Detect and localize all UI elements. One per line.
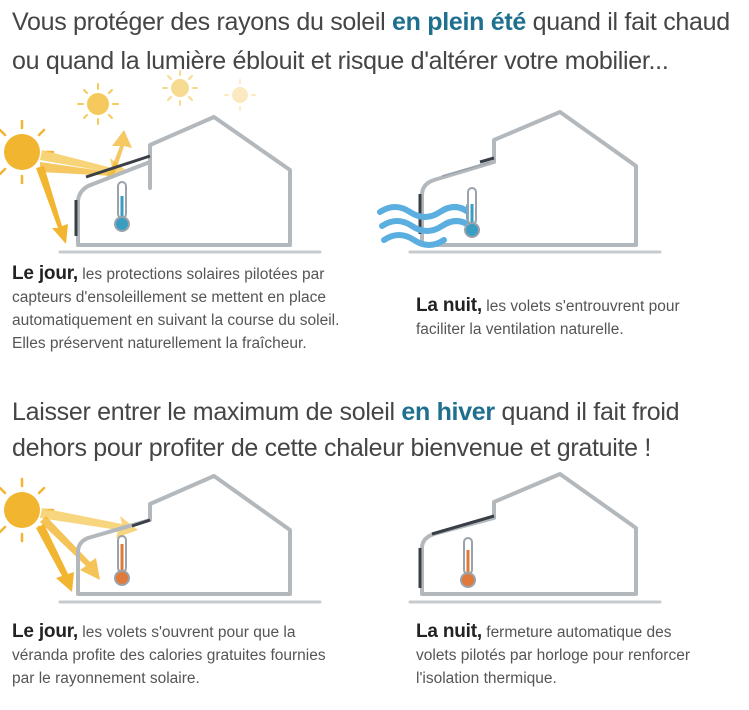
caption-title: La nuit,: [416, 621, 482, 642]
caption-line: Elles préservent naturellement la fraîcheur.: [12, 335, 307, 352]
summer-day-caption: [12, 262, 339, 355]
winter-night-illustration: [370, 462, 700, 612]
thermometer-icon: [115, 536, 129, 585]
caption-line: faciliter la ventilation naturelle.: [416, 321, 624, 338]
house-outline: [422, 112, 636, 245]
caption-line: les volets s'ouvrent pour que la: [77, 624, 296, 641]
winter-day-illustration: [0, 462, 330, 612]
airflow-icon: [380, 207, 470, 245]
summer-heading-line2: ou quand la lumière éblouit et risque d'altérer votre mobilier...: [12, 47, 669, 75]
caption-line: l'isolation thermique.: [416, 670, 557, 687]
caption-line: par le rayonnement solaire.: [12, 670, 200, 687]
summer-heading-line1: [12, 6, 730, 39]
caption-line: les volets s'entrouvrent pour: [481, 298, 680, 315]
summer-night-caption: [416, 294, 680, 341]
moon-icon: [410, 119, 443, 160]
thermometer-icon: [115, 182, 129, 231]
winter-heading-line1: [12, 396, 679, 429]
caption-line: les protections solaires pilotées par: [77, 266, 325, 283]
winter-heading-text-end: quand il fait froid: [494, 398, 680, 426]
summer-night-illustration: [370, 80, 700, 260]
summer-heading-text: Vous protéger des rayons du soleil: [12, 8, 393, 36]
summer-highlight: en plein été: [392, 8, 526, 36]
caption-line: automatiquement en suivant la course du soleil.: [12, 312, 340, 329]
closed-roof-blind: [432, 516, 494, 534]
winter-night-caption: [416, 620, 690, 690]
winter-day-caption: [12, 620, 326, 690]
house-outline: [78, 476, 290, 594]
sun-ray-arrow: [36, 166, 68, 244]
thermometer-icon: [461, 538, 475, 587]
caption-title: La nuit,: [416, 295, 482, 316]
summer-heading-text-end: quand il fait chaud: [525, 8, 730, 36]
caption-line: véranda profite des calories gratuites fournies: [12, 647, 326, 664]
half-open-blind: [442, 162, 490, 176]
summer-day-illustration: [0, 80, 330, 260]
house-outline: [78, 117, 290, 245]
winter-highlight: en hiver: [401, 398, 495, 426]
sun-icon: [225, 80, 255, 110]
caption-line: volets pilotés par horloge pour renforcer: [416, 647, 690, 664]
caption-line: fermeture automatique des: [481, 624, 672, 641]
caption-title: Le jour,: [12, 621, 78, 642]
winter-heading-text: Laisser entrer le maximum de soleil: [12, 398, 402, 426]
caption-line: capteurs d'ensoleillement se mettent en place: [12, 289, 327, 306]
house-outline: [422, 474, 636, 594]
moon-icon: [410, 475, 443, 516]
thermometer-icon: [465, 188, 479, 237]
winter-heading-line2: dehors pour profiter de cette chaleur bienvenue et gratuite !: [12, 434, 652, 462]
sun-icon: [78, 84, 118, 124]
caption-title: Le jour,: [12, 263, 78, 284]
